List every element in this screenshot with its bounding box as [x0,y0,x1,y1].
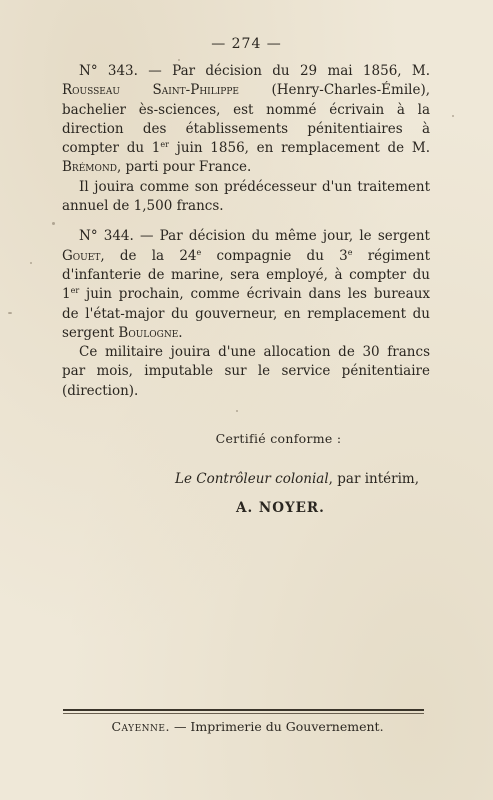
document-body [62,62,430,401]
paper-speck [452,115,454,117]
decision-344-text: . [178,324,183,341]
person-name-boulogne: Boulogne [118,324,179,341]
superscript: e [347,247,353,257]
person-name-gouet: Gouet [62,247,101,264]
page-number: — 274 — [211,36,282,52]
signatory-title-italic: Le Contrôleur colonial [175,471,329,487]
decision-343-text: , parti pour France. [116,159,252,176]
decision-343-text: (Henry-Charles-Émile), bachelier ès-sciences, est nommé écrivain à la direction des établissements pénitentiaires à compter du 1 [62,82,430,157]
superscript: e [196,247,202,257]
decision-344-text: , de la 24 [100,247,197,264]
signatory-title-rest: , par intérim, [328,471,419,487]
decision-344-number: N° 344. [79,228,134,245]
decision-343-number: N° 343. [79,63,138,79]
signatory-name: A. NOYER. [236,500,325,516]
superscript: er [160,140,169,150]
paper-speck [30,262,32,264]
imprint-printer: — Imprimerie du Gouvernement. [169,719,384,734]
person-name-bremond: Brémond [62,159,117,176]
decision-344-allowance-paragraph: Ce militaire jouira d'une allocation de 30 francs par mois, imputable sur le service pénitentiaire (direction). [62,344,430,399]
decision-343-paragraph [62,62,430,178]
decision-343-text: juin 1856, en remplacement de M. [168,140,430,157]
certification-label: Certifié conforme : [215,431,342,446]
superscript: er [70,286,80,296]
decision-344-text: compagnie du 3 [201,247,348,264]
person-name-rousseau: Rousseau [62,82,120,99]
paper-speck [178,59,180,61]
signatory-title [175,471,419,487]
footer-rule-thick [63,709,424,711]
paper-speck [52,222,55,225]
decision-344-text: régiment d'infanterie de marine, sera employé, à compter du 1 [62,247,431,303]
decision-344-text: — Par décision du même jour, le sergent [140,228,430,245]
decision-344-text: juin prochain, comme écrivain dans les bureaux de l'état-major du gouverneur, en remplacement du sergent [62,286,430,341]
imprint-place: Cayenne. [111,719,170,734]
decision-343-text: — Par décision du 29 mai 1856, M. [148,63,431,79]
decision-343-salary-paragraph: Il jouira comme son prédécesseur d'un traitement annuel de 1,500 francs. [62,178,430,215]
footer-rule-thin [63,713,424,714]
person-name-saint-philippe: Saint-Philippe [152,82,239,99]
printer-imprint [0,719,493,734]
decision-344-paragraph [62,227,430,343]
paper-speck [8,312,12,314]
paper-speck [236,410,238,412]
